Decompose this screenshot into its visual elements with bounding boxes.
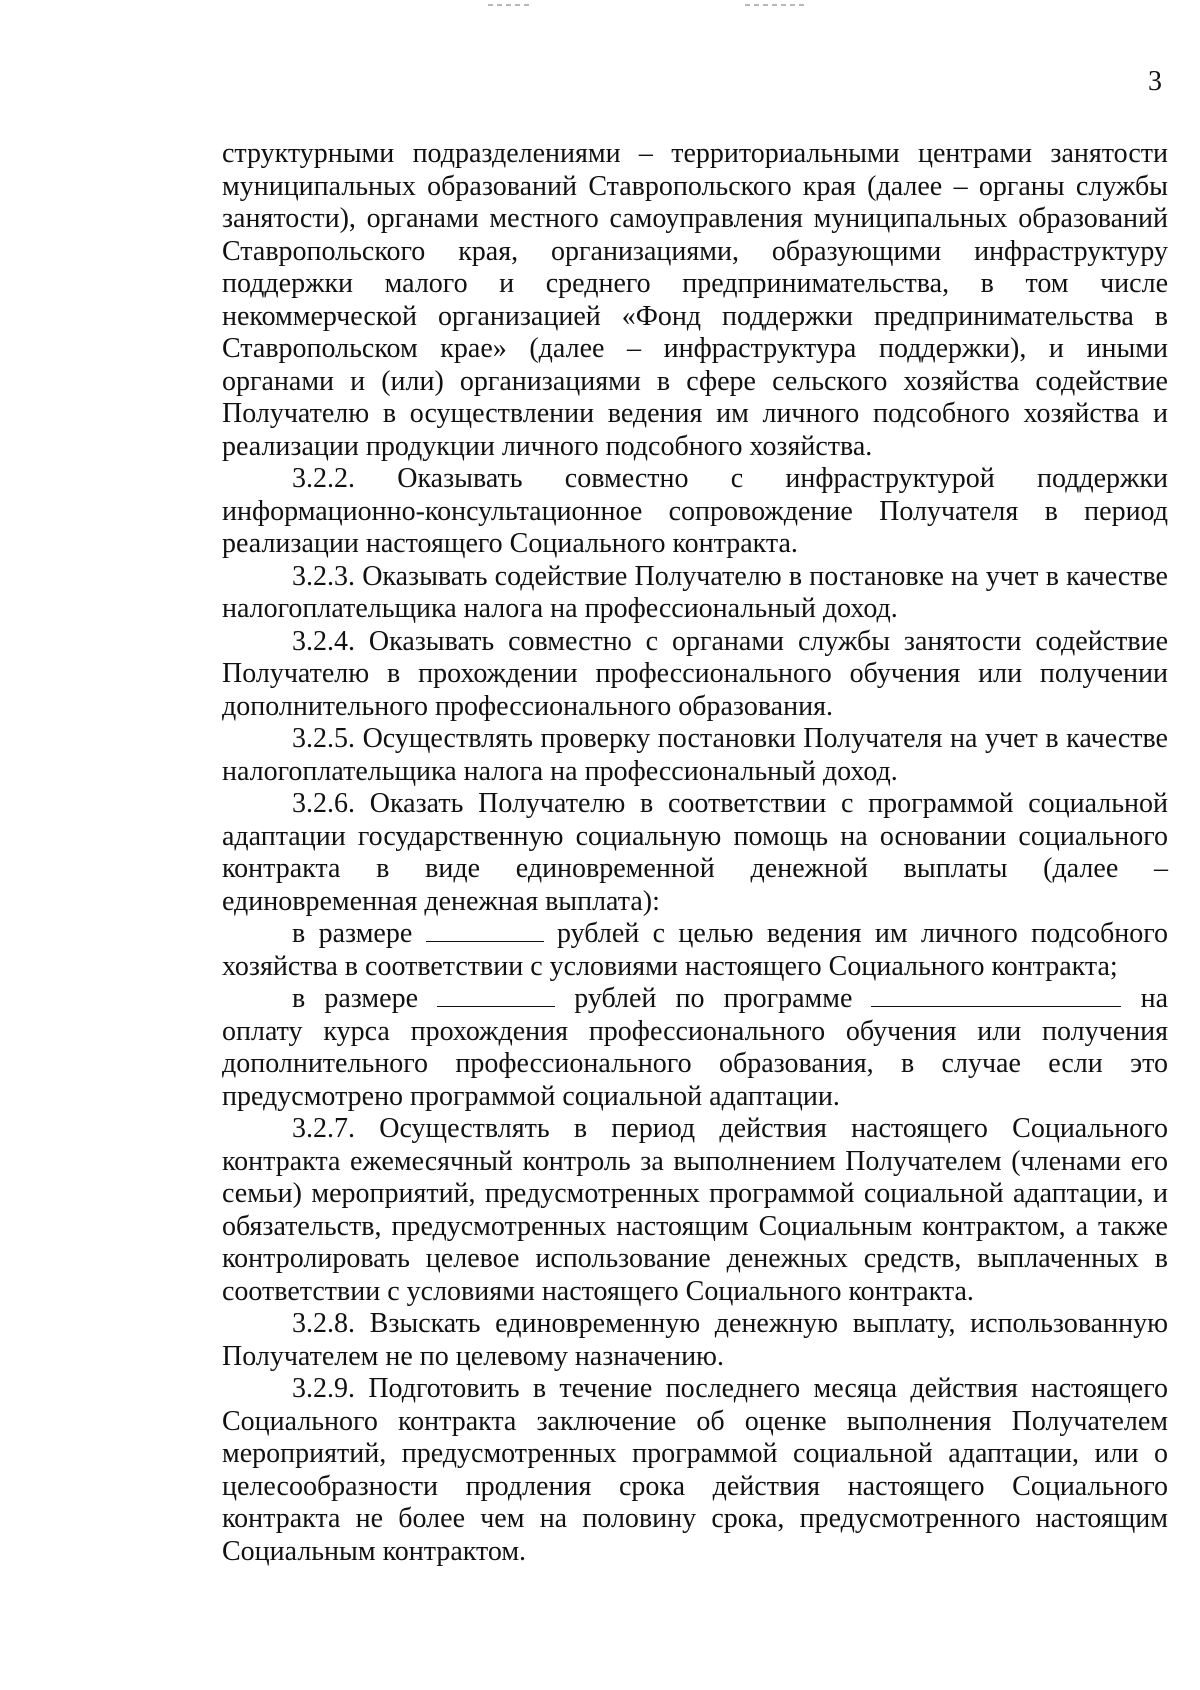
paragraph-3-2-6: 3.2.6. Оказать Получателю в соответствии с программой социальной адаптации государственную социальную помощь на основании социального контракта в виде единовременной денежной выплаты (далее – единовременная денежная выплата): <box>222 788 1168 917</box>
scan-artifact <box>745 4 807 6</box>
training-program-label: рублей по программе <box>574 983 853 1014</box>
program-blank-line <box>871 986 1121 1007</box>
scan-artifact <box>488 4 532 6</box>
paragraph-3-2-5: 3.2.5. Осуществлять проверку постановки Получателя на учет в качестве налогоплательщика налога на профессиональный доход. <box>222 723 1168 787</box>
paragraph-3-2-8: 3.2.8. Взыскать единовременную денежную выплату, использованную Получателем не по целевому назначению. <box>222 1308 1168 1372</box>
paragraph-3-2-9: 3.2.9. Подготовить в течение последнего месяца действия настоящего Социального контракта заключение об оценке выполнения Получателем мероприятий, предусмотренных программой социальной адаптации, или о целесообразности продления срока действия настоящего Социального контракта не более чем на половину срока, предусмотренного настоящим Социальным контрактом. <box>222 1373 1168 1567</box>
document-body <box>222 138 1168 1568</box>
page-number: 3 <box>1148 66 1162 97</box>
paragraph-3-2-2: 3.2.2. Оказывать совместно с инфраструктурой поддержки информационно-консультационное сопровождение Получателя в период реализации настоящего Социального контракта. <box>222 463 1168 559</box>
paragraph-training-amount <box>222 983 1168 1113</box>
training-purpose: на оплату курса прохождения профессионального обучения или получения дополнительного профессионального образования, в случае если это предусмотрено программой социальной адаптации. <box>222 983 1169 1112</box>
payment-amount-purpose: рублей с целью ведения им личного подсобного хозяйства в соответствии с условиями настоящего Социального контракта; <box>222 918 1169 982</box>
paragraph-payment-amount <box>222 918 1168 983</box>
amount-blank-line <box>426 921 544 942</box>
payment-amount-label: в размере <box>292 918 413 949</box>
paragraph-continuation: структурными подразделениями – территориальными центрами занятости муниципальных образований Ставропольского края (далее – органы службы занятости), органами местного самоуправления муниципальных образований Ставропольского края, организациями, образующими инфраструктуру поддержки малого и среднего предпринимательства, в том числе некоммерческой организацией «Фонд поддержки предпринимательства в Ставропольском крае» (далее – инфраструктура поддержки), и иными органами и (или) организациями в сфере сельского хозяйства содействие Получателю в осуществлении ведения им личного подсобного хозяйства и реализации продукции личного подсобного хозяйства. <box>222 138 1168 462</box>
paragraph-3-2-4: 3.2.4. Оказывать совместно с органами службы занятости содействие Получателю в прохождении профессионального обучения или получении дополнительного профессионального образования. <box>222 625 1168 722</box>
amount-blank-line <box>437 986 555 1007</box>
training-amount-label: в размере <box>292 983 418 1014</box>
paragraph-3-2-7: 3.2.7. Осуществлять в период действия настоящего Социального контракта ежемесячный контроль за выполнением Получателем (членами его семьи) мероприятий, предусмотренных программой социальной адаптации, и обязательств, предусмотренных настоящим Социальным контрактом, а также контролировать целевое использование денежных средств, выплаченных в соответствии с условиями настоящего Социального контракта. <box>222 1113 1168 1307</box>
paragraph-3-2-3: 3.2.3. Оказывать содействие Получателю в постановке на учет в качестве налогоплательщика налога на профессиональный доход. <box>222 560 1168 624</box>
